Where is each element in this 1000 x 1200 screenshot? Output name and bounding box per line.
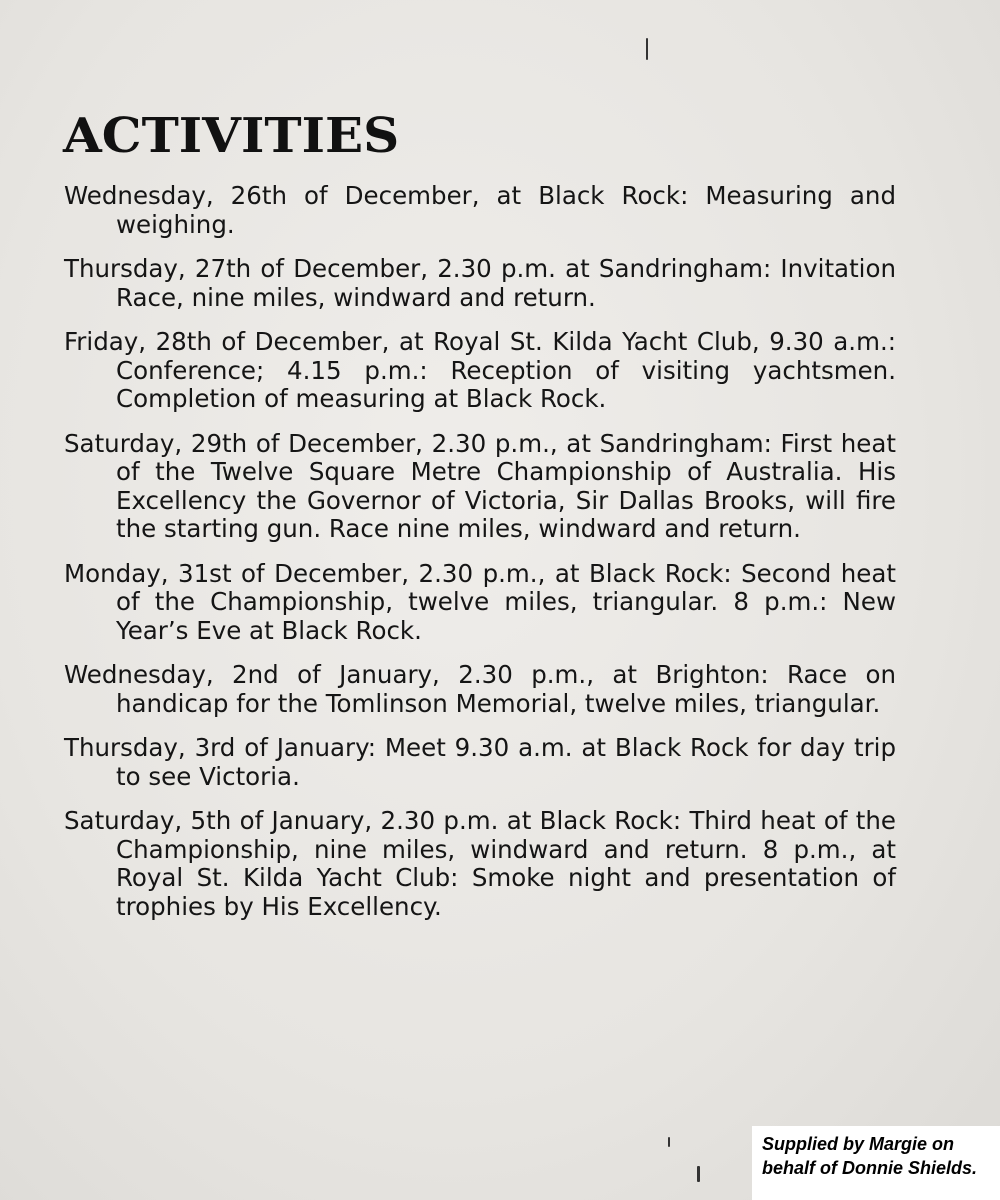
- credit-line-1: Supplied by Margie on: [762, 1134, 955, 1154]
- activity-entry-4: Saturday, 29th of December, 2.30 p.m., at Sandringham: First heat of the Twelve Square Metre Championship of Australia. His Excellency the Governor of Victoria, Sir Dallas Brooks, will fire the starting gun. Race nine miles, windward and return.: [64, 428, 896, 543]
- activities-list: [64, 182, 896, 937]
- credit-line-2: behalf of Donnie Shields.: [762, 1158, 978, 1178]
- page-title: ACTIVITIES: [63, 107, 400, 164]
- activity-entry-6: Wednesday, 2nd of January, 2.30 p.m., at Brighton: Race on handicap for the Tomlinson Memorial, twelve miles, triangular.: [64, 660, 896, 718]
- credit-note: [752, 1126, 1000, 1200]
- activity-entry-5: Monday, 31st of December, 2.30 p.m., at Black Rock: Second heat of the Championship, twelve miles, triangular. 8 p.m.: New Year’s Eve at Black Rock.: [64, 558, 896, 645]
- activity-entry-3: Friday, 28th of December, at Royal St. Kilda Yacht Club, 9.30 a.m.: Conference; 4.15 p.m.: Reception of visiting yachtsmen. Completion of measuring at Black Rock.: [64, 327, 896, 413]
- activity-entry-7: Thursday, 3rd of January: Meet 9.30 a.m. at Black Rock for day trip to see Victoria.: [64, 733, 896, 791]
- activity-entry-1: Wednesday, 26th of December, at Black Rock: Measuring and weighing.: [64, 181, 896, 239]
- activity-entry-2: Thursday, 27th of December, 2.30 p.m. at Sandringham: Invitation Race, nine miles, windward and return.: [64, 254, 896, 312]
- activity-entry-8: Saturday, 5th of January, 2.30 p.m. at Black Rock: Third heat of the Championship, nine miles, windward and return. 8 p.m., at Royal St. Kilda Yacht Club: Smoke night and presentation of trophies by His Excellency.: [64, 806, 896, 921]
- print-speck: [646, 38, 648, 60]
- print-speck: [697, 1166, 700, 1182]
- print-speck: [668, 1137, 670, 1147]
